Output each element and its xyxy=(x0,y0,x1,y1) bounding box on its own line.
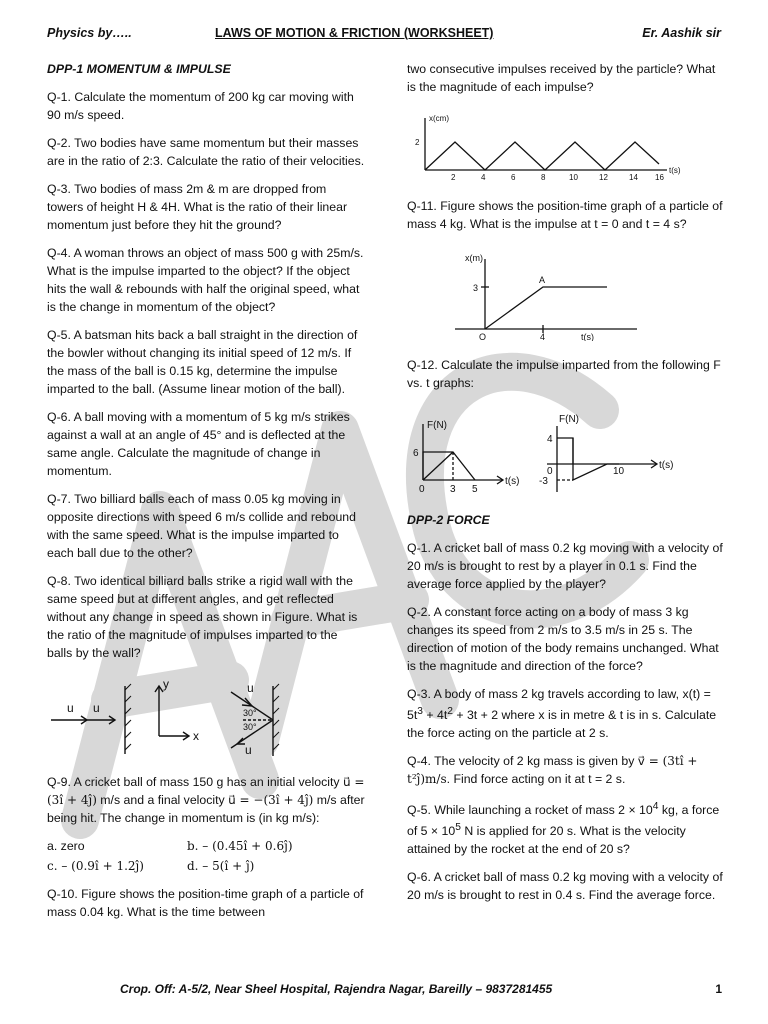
question-6: Q-6. A ball moving with a momentum of 5 kg m/s strikes against a wall at an angle of 45° and is deflected at the same angle. Calculate the magnitude of change in momentum. xyxy=(47,410,350,478)
q9-options xyxy=(47,837,365,875)
page-number: 1 xyxy=(715,982,722,996)
fig8-label-angle2: 30° xyxy=(243,722,257,732)
footer-address: Crop. Off: A-5/2, Near Sheel Hospital, Rajendra Nagar, Bareilly – 9837281455 xyxy=(120,982,553,996)
q9-option-b: b. – (0.45î + 0.6ĵ) xyxy=(187,839,293,853)
fig10-tick-12: 12 xyxy=(599,173,608,182)
header-title: LAWS OF MOTION & FRICTION (WORKSHEET) xyxy=(215,26,494,40)
fig11-tlabel: t(s) xyxy=(581,332,594,341)
figure-q8 xyxy=(47,678,365,758)
question-11: Q-11. Figure shows the position-time graph of a particle of mass 4 kg. What is the impulse at t = 0 and t = 4 s? xyxy=(407,199,723,231)
fig12a-xtick-3: 3 xyxy=(450,484,456,495)
force-question-4 xyxy=(407,752,725,788)
force-question-5 xyxy=(407,798,725,858)
fig8-label-u3: u xyxy=(247,681,254,695)
fig8-label-y: y xyxy=(163,678,169,691)
f5-part-b: kg, a force of 5 × 10 xyxy=(407,803,720,839)
force-question-2: Q-2. A constant force acting on a body of mass 3 kg changes its speed from 2 m/s to 3.5 m/s in 25 s. The direction of motion of the body remains unchanged. What is the magnitude and direction of the force? xyxy=(407,605,719,673)
q9-rest: m/s after being hit. The change in momentum is (in kg m/s): xyxy=(47,793,365,825)
fig10-tick-14: 14 xyxy=(629,173,638,182)
fig12a-ylabel: F(N) xyxy=(427,420,447,431)
fig10-tlabel: t(s) xyxy=(669,166,681,175)
fig11-ylabel: x(m) xyxy=(465,253,483,263)
figure-q10-graph xyxy=(407,112,707,182)
question-4: Q-4. A woman throws an object of mass 500 g with 25m/s. What is the impulse imparted to the object? If the object hits the wall & rebounds with half the original speed, what is the change in momentum of the object? xyxy=(47,246,364,314)
question-1: Q-1. Calculate the momentum of 200 kg car moving with 90 m/s speed. xyxy=(47,90,354,122)
f4-part-a: Q-4. The velocity of 2 kg mass is given by xyxy=(407,754,635,769)
header-right: Er. Aashik sir xyxy=(642,26,721,40)
q9-option-a: a. zero xyxy=(47,839,85,853)
question-5: Q-5. A batsman hits back a ball straight in the direction of the bowler without changing its initial speed of 12 m/s. If the mass of the ball is 0.15 kg, determine the impulse imparted to the ball. (Assume linear motion of the ball). xyxy=(47,328,358,396)
f4-part-b: . Find force acting on it at t = 2 s. xyxy=(446,772,626,787)
fig8-label-u2: u xyxy=(93,701,100,715)
fig11-origin: O xyxy=(479,332,487,341)
fig10-tick-16: 16 xyxy=(655,173,664,182)
q9-line1: Q-9. A cricket ball of mass 150 g has an initial velocity xyxy=(47,775,340,789)
fig8-label-x: x xyxy=(193,729,199,743)
question-10-continued: two consecutive impulses received by the particle? What is the magnitude of each impulse? xyxy=(407,62,716,94)
f3-part-a: Q-3. A body of mass 2 kg travels according to law, x(t) = 5t xyxy=(407,687,711,723)
fig8-label-u4: u xyxy=(245,743,252,757)
f3-sup-2: 2 xyxy=(447,706,453,717)
fig10-tick-10: 10 xyxy=(569,173,578,182)
f4-math: v⃗ = (3tî + t²ĵ)m/s xyxy=(407,754,698,787)
page-header xyxy=(47,26,721,46)
fig12a-origin: 0 xyxy=(419,484,425,495)
fig10-tick-4: 4 xyxy=(481,173,486,182)
q9-final-velocity: u⃗ = −(3î + 4ĵ) xyxy=(228,793,314,807)
fig12b-ybottom: -3 xyxy=(539,476,548,487)
question-10: Q-10. Figure shows the position-time graph of a particle of mass 0.04 kg. What is the time between xyxy=(47,887,364,919)
fig12b-ylabel: F(N) xyxy=(559,414,579,425)
section-title-dpp1: DPP-1 MOMENTUM & IMPULSE xyxy=(47,62,231,76)
force-question-3 xyxy=(407,685,725,742)
fig11-xtick: 4 xyxy=(540,332,546,341)
question-3: Q-3. Two bodies of mass 2m & m are dropped from towers of height H & 4H. What is the ratio of their linear momentum just before they hit the ground? xyxy=(47,182,348,232)
figure-q12-graphs xyxy=(407,408,707,496)
f5-sup-1: 4 xyxy=(652,801,659,813)
force-question-1: Q-1. A cricket ball of mass 0.2 kg moving with a velocity of 20 m/s is brought to rest by a player in 0.1 s. Find the average force applied by the player? xyxy=(407,541,723,591)
question-9 xyxy=(47,773,365,827)
q9-initial-velocity: u⃗ = (3î + 4ĵ) xyxy=(47,775,365,807)
force-question-6: Q-6. A cricket ball of mass 0.2 kg moving with a velocity of 20 m/s is brought to rest in 0.4 s. Find the average force. xyxy=(407,870,723,903)
f3-part-b: + 4t xyxy=(422,708,448,723)
fig10-tick-2: 2 xyxy=(451,173,456,182)
fig12b-tlabel: t(s) xyxy=(659,460,674,471)
fig12b-origin: 0 xyxy=(547,466,553,477)
fig12a-ytick: 6 xyxy=(413,448,419,459)
fig12a-tlabel: t(s) xyxy=(505,476,520,487)
fig12b-xtick: 10 xyxy=(613,466,625,477)
f5-sup-2: 5 xyxy=(455,822,461,834)
fig8-label-angle1: 30° xyxy=(243,708,257,718)
fig12a-xtick-5: 5 xyxy=(472,484,478,495)
q9-mid: m/s and a final velocity xyxy=(100,793,225,807)
question-8: Q-8. Two identical billiard balls strike a rigid wall with the same speed but at different angles, and get reflected without any change in speed as shown in Figure. What is the ratio of the magnitude of impulses imparted to the balls by the wall? xyxy=(47,574,358,660)
q9-option-c: c. – (0.9î + 1.2ĵ) xyxy=(47,859,144,873)
question-12: Q-12. Calculate the impulse imparted from the following F vs. t graphs: xyxy=(407,358,721,390)
figure-q11-graph xyxy=(407,249,707,341)
fig11-ytick: 3 xyxy=(473,283,479,293)
f5-part-a: Q-5. While launching a rocket of mass 2 × 10 xyxy=(407,803,653,818)
fig10-tick-8: 8 xyxy=(541,173,546,182)
fig10-ylabel: x(cm) xyxy=(429,114,449,123)
fig10-tick-6: 6 xyxy=(511,173,516,182)
fig11-point-a: A xyxy=(539,275,546,285)
q9-option-d: d. – 5(î + ĵ) xyxy=(187,859,255,873)
section-title-dpp2: DPP-2 FORCE xyxy=(407,513,490,527)
question-2: Q-2. Two bodies have same momentum but their masses are in the ratio of 2:3. Calculate the ratio of their velocities. xyxy=(47,136,365,168)
fig12b-ytop: 4 xyxy=(547,434,553,445)
fig8-label-u1: u xyxy=(67,701,74,715)
right-column xyxy=(407,60,725,914)
f3-part-c: + 3t + 2 where x is in metre & t is in s. Calculate the force acting on the particle at 2 s. xyxy=(407,708,717,741)
left-column xyxy=(47,60,365,931)
fig10-ytick: 2 xyxy=(415,138,420,147)
header-left: Physics by….. xyxy=(47,26,132,40)
f5-part-c: N is applied for 20 s. What is the velocity attained by the rocket at the end of 20 s? xyxy=(407,824,686,857)
f3-sup-3: 3 xyxy=(417,706,423,717)
question-7: Q-7. Two billiard balls each of mass 0.05 kg moving in opposite directions with speed 6 m/s collide and rebound with the same speed. What is the impulse imparted to each ball due to the other? xyxy=(47,492,356,560)
